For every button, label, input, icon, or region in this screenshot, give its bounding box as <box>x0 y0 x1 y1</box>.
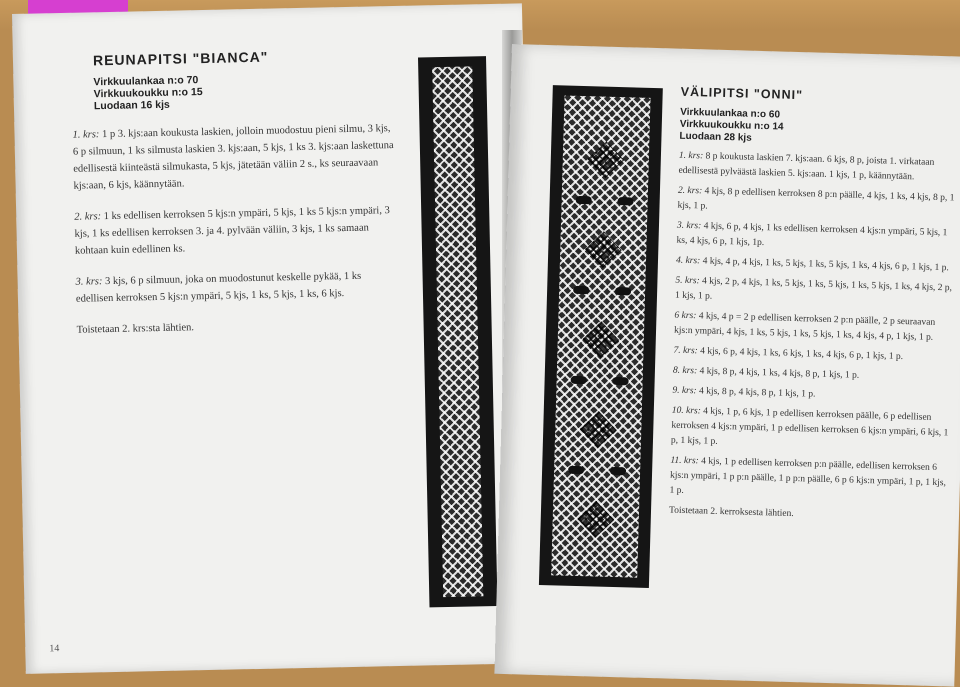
instruction-row: 2. krs: 4 kjs, 8 p edellisen kerroksen 8 p:n päälle, 4 kjs, 1 ks, 4 kjs, 8 p, 1 kjs, 1 p. <box>677 185 955 212</box>
chain-count: Luodaan 16 kjs <box>93 98 170 113</box>
lace-hole <box>610 467 626 475</box>
right-page-title: VÄLIPITSI "ONNI" <box>680 84 804 103</box>
instruction-row: 2. krs: 1 ks edellisen kerroksen 5 kjs:n ympäri, 5 kjs, 1 ks 5 kjs:n ympäri, 3 kjs, 1 ks edellisen kerroksen 3. ja 4. pylvään väliin, 3 kjs, 1 ks samaan kohtaan kuin edellinen ks. <box>74 205 390 257</box>
lace-hole <box>573 286 589 294</box>
lace-hole <box>568 466 584 474</box>
repeat-note: Toistetaan 2. krs:sta lähtien. <box>76 322 195 336</box>
bianca-lace-photo <box>418 56 498 607</box>
instruction-row: 11. krs: 4 kjs, 1 p edellisen kerroksen p:n päälle, edellisen kerroksen 6 kjs:n ympäri, 1 p p:n päälle, 1 p p:n päälle, 6 p 6 kjs:n ympäri, 1 p, 1 kjs, 1 p. <box>669 455 947 496</box>
hook-size: Virkkuukoukku n:o 15 <box>93 86 203 101</box>
left-page-title: REUNAPITSI "BIANCA" <box>92 48 269 69</box>
left-instructions <box>72 120 399 353</box>
hook-size: Virkkuukoukku n:o 14 <box>679 118 784 133</box>
left-meta-block <box>93 74 203 112</box>
instruction-row: 4. krs: 4 kjs, 4 p, 4 kjs, 1 ks, 5 kjs, 1 ks, 5 kjs, 1 ks, 4 kjs, 6 p, 1 kjs, 1 p. <box>675 255 949 274</box>
right-meta-block <box>679 107 784 146</box>
instruction-row: 10. krs: 4 kjs, 1 p, 6 kjs, 1 p edellisen kerroksen päälle, 6 p edellisen kerroksen 4 kjs:n ympäri, 1 p edellisen kerroksen 6 kjs:n ympäri, 6 kjs, 1 p, 1 kjs, 1 p. <box>670 405 949 447</box>
lace-hole <box>615 287 631 295</box>
lace-hole <box>571 376 587 384</box>
right-page <box>494 44 960 687</box>
yarn-number: Virkkuulankaa n:o 60 <box>680 106 781 121</box>
lace-hole <box>613 377 629 385</box>
lace-edging <box>432 66 483 597</box>
right-instructions <box>669 149 959 527</box>
instruction-row: 6 krs: 4 kjs, 4 p = 2 p edellisen kerroksen 2 p:n päälle, 2 p seuraavan kjs:n ympäri, 4 kjs, 1 ks, 5 kjs, 1 ks, 5 kjs, 1 ks, 4 kjs, 4 p, 1 kjs, 1 p. <box>673 310 936 343</box>
instruction-row: 5. krs: 4 kjs, 2 p, 4 kjs, 1 ks, 5 kjs, 1 ks, 5 kjs, 1 ks, 5 kjs, 1 ks, 4 kjs, 2 p, 1 kjs, 1 p. <box>674 275 953 302</box>
repeat-note: Toistetaan 2. kerroksesta lähtien. <box>668 505 794 520</box>
lace-hole <box>576 196 592 204</box>
onni-lace-photo <box>539 85 663 588</box>
instruction-row: 7. krs: 4 kjs, 6 p, 4 kjs, 1 ks, 6 kjs, 1 ks, 4 kjs, 6 p, 1 kjs, 1 p. <box>673 345 904 363</box>
left-page <box>12 3 536 674</box>
instruction-row: 3. krs: 4 kjs, 6 p, 4 kjs, 1 ks edellisen kerroksen 4 kjs:n ympäri, 5 kjs, 1 ks, 4 kjs, 6 p, 1 kjs, 1p. <box>676 220 948 249</box>
instruction-row: 1. krs: 8 p koukusta laskien 7. kjs:aan. 6 kjs, 8 p, joista 1. virkataan edellisestä pylväästä laskien 5. kjs:aan. 1 kjs, 1 p, käännytään. <box>678 150 935 183</box>
lace-hole <box>618 197 634 205</box>
instruction-row: 9. krs: 4 kjs, 8 p, 4 kjs, 8 p, 1 kjs, 1 p. <box>672 385 816 400</box>
instruction-row: 8. krs: 4 kjs, 8 p, 4 kjs, 1 ks, 4 kjs, 8 p, 1 kjs, 1 p. <box>672 365 860 381</box>
page-number: 14 <box>49 643 60 655</box>
chain-count: Luodaan 28 kjs <box>679 130 752 144</box>
yarn-number: Virkkuulankaa n:o 70 <box>93 74 199 89</box>
instruction-row: 1. krs: 1 p 3. kjs:aan koukusta laskien, jolloin muodostuu pieni silmu, 3 kjs, 6 p silmuun, 1 ks silmusta laskien 3. kjs:aan, 5 kjs, 1 ks 3. kjs:aan laskettuna edellisestä kiinteästä silmukasta, 5 kjs, jätetään väliin 2 s., ks seuraavaan kjs:aan, 6 kjs, käännytään. <box>72 123 394 192</box>
instruction-row: 3. krs: 3 kjs, 6 p silmuun, joka on muodostunut keskelle pykää, 1 ks edellisen kerroksen 5 kjs:n ympäri, 5 kjs, 1 ks, 5 kjs, 1 ks, 6 kjs. <box>75 270 362 305</box>
